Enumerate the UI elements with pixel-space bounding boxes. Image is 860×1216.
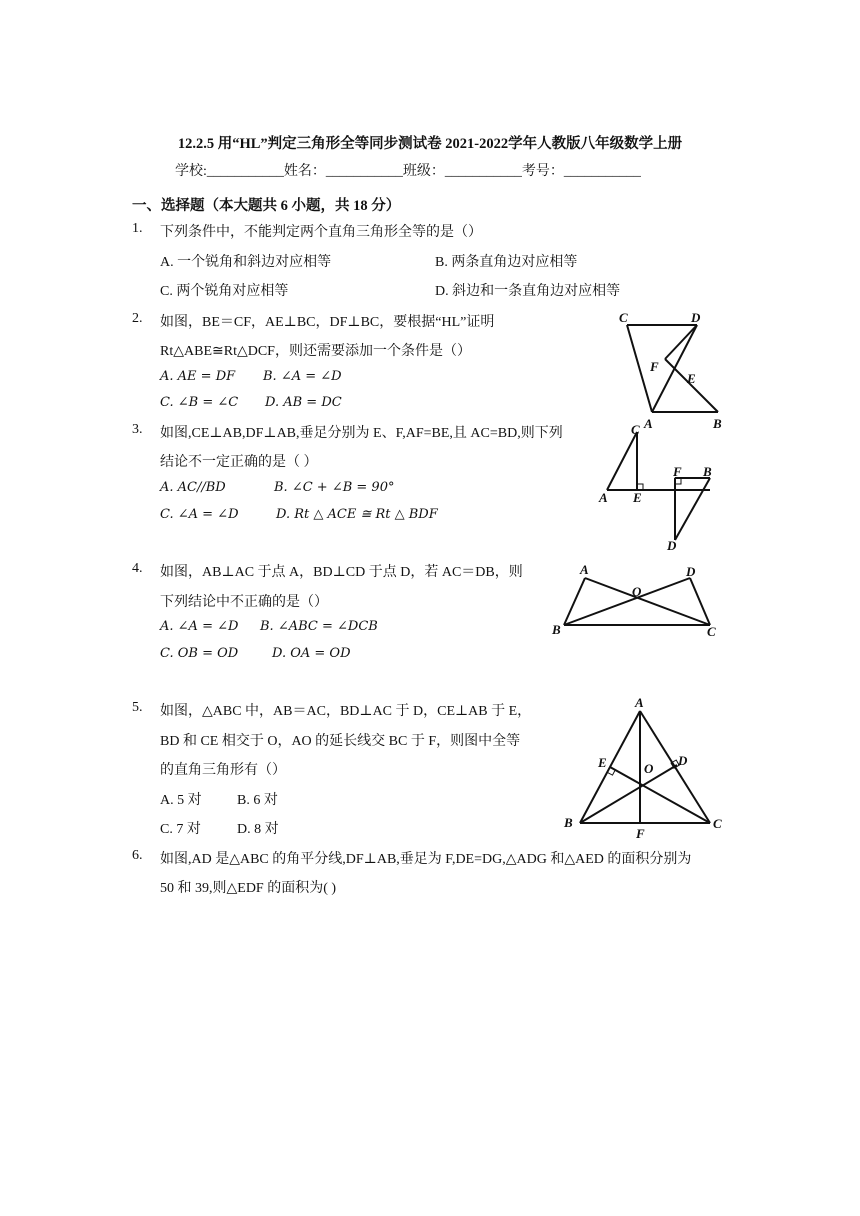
question-1-option-d: D. 斜边和一条直角边对应相等 <box>435 284 621 299</box>
fig3-label-d: D <box>667 538 677 550</box>
question-2-option-c: C. ∠B = ∠C <box>160 395 239 410</box>
question-3-stem-line-2: 结论不一定正确的是（ ） <box>160 455 318 470</box>
question-5-option-b: B. 6 对 <box>237 793 278 808</box>
question-4-option-c: C. OB = OD <box>160 646 239 661</box>
question-4-stem-line-2: 下列结论中不正确的是（） <box>160 595 328 610</box>
fig3-label-c: C <box>631 422 640 437</box>
question-5-option-c: C. 7 对 <box>160 822 201 837</box>
fig5-label-c: C <box>713 816 722 831</box>
fig2-label-d: D <box>691 310 701 325</box>
fig2-label-a: A <box>644 416 653 431</box>
question-6-stem-line-2: 50 和 39,则△EDF 的面积为( ) <box>160 881 337 896</box>
question-1-number: 1. <box>132 221 143 236</box>
fig2-label-c: C <box>619 310 628 325</box>
figure-question-4 <box>550 560 730 640</box>
fig2-label-b: B <box>713 416 722 431</box>
fig2-label-e: E <box>687 371 696 386</box>
student-info-line <box>175 160 641 180</box>
question-1-option-a: A. 一个锐角和斜边对应相等 <box>160 255 332 270</box>
fig4-label-c: C <box>707 624 716 639</box>
question-3-number: 3. <box>132 422 143 437</box>
exam-no-blank: ___________ <box>563 164 641 179</box>
question-2-option-b: B. ∠A = ∠D <box>263 369 342 384</box>
fig5-label-f: F <box>636 826 645 840</box>
fig3-label-f: F <box>673 464 682 479</box>
figure-question-5 <box>560 695 730 840</box>
question-4-stem-line-1: 如图，AB⊥AC 于点 A，BD⊥CD 于点 D，若 AC＝DB，则 <box>160 565 523 580</box>
fig5-label-o: O <box>644 761 654 776</box>
question-3-option-a: A. AC//BD <box>160 480 226 495</box>
fig3-label-b: B <box>703 464 712 479</box>
name-label: 姓名： <box>283 164 326 179</box>
question-6-stem-line-1: 如图,AD 是△ABC 的角平分线,DF⊥AB,垂足为 F,DE=DG,△ADG 和△AED 的面积分别为 <box>160 852 692 867</box>
question-2-number: 2. <box>132 311 143 326</box>
fig2-label-f: F <box>650 359 659 374</box>
section-heading: 一、选择题（本大题共 6 小题，共 18 分） <box>132 198 401 214</box>
figure-question-3 <box>595 420 735 550</box>
figure-question-2 <box>615 308 745 433</box>
question-3-option-b: B. ∠C + ∠B = 90° <box>274 480 395 495</box>
question-2-stem-line-1: 如图，BE＝CF，AE⊥BC，DF⊥BC，要根据“HL”证明 <box>160 315 495 330</box>
question-1-stem: 下列条件中，不能判定两个直角三角形全等的是（） <box>160 225 482 240</box>
question-2-stem-line-2: Rt△ABE≅Rt△DCF，则还需要添加一个条件是（） <box>160 344 471 359</box>
fig5-label-e: E <box>598 755 607 770</box>
fig4-label-b: B <box>552 622 561 637</box>
question-3-stem-line-1: 如图,CE⊥AB,DF⊥AB,垂足分别为 E、F,AF=BE,且 AC=BD,则下列 <box>160 426 563 441</box>
question-1-option-b: B. 两条直角边对应相等 <box>435 255 578 270</box>
school-blank: ___________ <box>206 164 284 179</box>
question-4-option-a: A. ∠A = ∠D <box>160 619 239 634</box>
fig4-label-d: D <box>686 564 696 579</box>
question-3-option-c: C. ∠A = ∠D <box>160 507 239 522</box>
fig5-label-b: B <box>564 815 573 830</box>
question-4-number: 4. <box>132 561 143 576</box>
school-label: 学校: <box>175 164 207 179</box>
class-blank: ___________ <box>444 164 522 179</box>
fig3-label-a: A <box>599 490 608 505</box>
question-5-number: 5. <box>132 700 143 715</box>
fig5-label-a: A <box>635 695 644 710</box>
question-1-option-c: C. 两个锐角对应相等 <box>160 284 289 299</box>
fig5-label-d: D <box>678 753 688 768</box>
question-5-stem-line-1: 如图，△ABC 中，AB＝AC，BD⊥AC 于 D，CE⊥AB 于 E， <box>160 704 532 719</box>
question-5-option-a: A. 5 对 <box>160 793 202 808</box>
fig4-label-a: A <box>580 562 589 577</box>
fig4-label-o: O <box>632 584 642 599</box>
fig3-label-e: E <box>633 490 642 505</box>
question-4-option-b: B. ∠ABC = ∠DCB <box>260 619 378 634</box>
question-2-option-d: D. AB = DC <box>265 395 342 410</box>
page-title: 12.2.5 用“HL”判定三角形全等同步测试卷 2021-2022学年人教版八年级数学上册 <box>177 136 683 152</box>
question-4-option-d: D. OA = OD <box>272 646 351 661</box>
question-2-option-a: A. AE = DF <box>160 369 236 384</box>
question-3-option-d: D. Rt △ ACE ≅ Rt △ BDF <box>276 507 438 522</box>
question-5-option-d: D. 8 对 <box>237 822 279 837</box>
question-6-number: 6. <box>132 848 143 863</box>
question-5-stem-line-2: BD 和 CE 相交于 O，AO 的延长线交 BC 于 F，则图中全等 <box>160 734 521 749</box>
exam-no-label: 考号： <box>521 164 564 179</box>
question-5-stem-line-3: 的直角三角形有（） <box>160 763 286 778</box>
class-label: 班级： <box>402 164 445 179</box>
name-blank: ___________ <box>325 164 403 179</box>
